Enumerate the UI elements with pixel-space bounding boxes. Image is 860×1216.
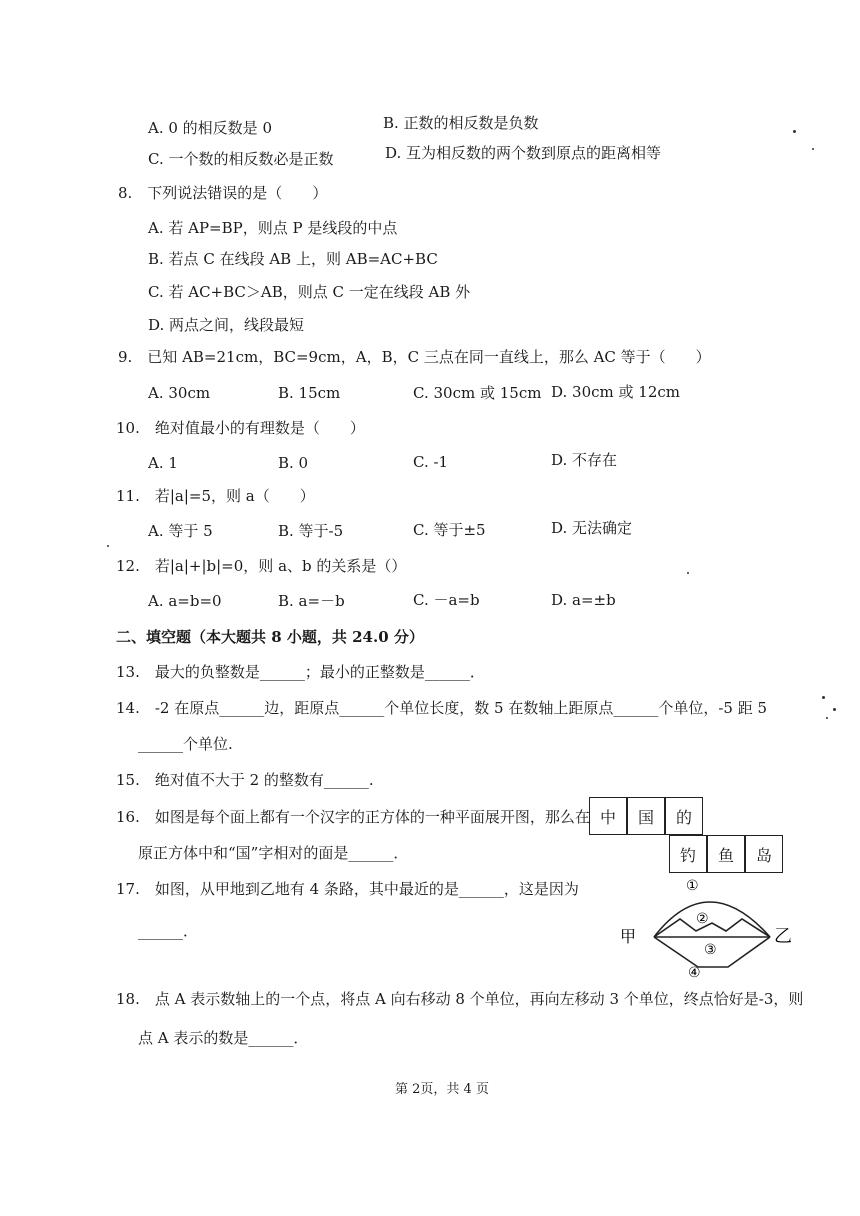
route-label-2: ② [696, 911, 709, 927]
routes-figure [618, 875, 798, 980]
cube-face-2: 国 [627, 797, 665, 835]
q7-option-c: C. 一个数的相反数必是正数 [148, 150, 334, 168]
scan-speck [812, 148, 814, 150]
label-jia: 甲 [620, 927, 637, 946]
cube-net-figure [589, 797, 789, 877]
q11-option-c: C. 等于±5 [413, 521, 486, 539]
q8-option-b: B. 若点 C 在线段 AB 上，则 AB=AC+BC [148, 250, 438, 268]
q11-option-b: B. 等于-5 [278, 522, 344, 540]
q12-option-b: B. a=－b [278, 592, 345, 610]
q17-line1: 17. 如图，从甲地到乙地有 4 条路，其中最近的是______，这是因为 [116, 880, 579, 898]
q14-line2: ______个单位. [138, 735, 233, 753]
cube-face-5: 鱼 [707, 835, 745, 873]
q10-option-d: D. 不存在 [551, 451, 618, 469]
route-label-3: ③ [704, 942, 717, 958]
q12-option-a: A. a=b=0 [148, 592, 222, 610]
cube-face-6: 岛 [745, 835, 783, 873]
q10-option-c: C. -1 [413, 453, 449, 471]
route-2-path [654, 919, 770, 937]
q8-option-c: C. 若 AC+BC＞AB，则点 C 一定在线段 AB 外 [148, 283, 471, 301]
scan-speck [833, 708, 836, 711]
q11-option-d: D. 无法确定 [551, 519, 633, 537]
q9-option-d: D. 30cm 或 12cm [551, 383, 680, 401]
scan-speck [793, 130, 796, 133]
cube-face-3: 的 [665, 797, 703, 835]
q10-option-a: A. 1 [148, 454, 178, 472]
route-label-4: ④ [688, 965, 701, 980]
section-heading-fill-in: 二、填空题（本大题共 8 小题，共 24.0 分） [116, 628, 424, 646]
q7-option-a: A. 0 的相反数是 0 [148, 119, 272, 137]
scan-speck [687, 572, 689, 574]
q15-stem: 15. 绝对值不大于 2 的整数有______. [116, 771, 374, 789]
q17-line2: ______． [138, 922, 199, 940]
q7-option-d: D. 互为相反数的两个数到原点的距离相等 [385, 144, 662, 162]
label-yi: 乙 [774, 926, 792, 947]
q10-stem: 10. 绝对值最小的有理数是（ ） [116, 419, 365, 437]
route-1-arc [654, 902, 770, 937]
route-label-1: ① [686, 878, 699, 894]
q18-line1: 18. 点 A 表示数轴上的一个点，将点 A 向右移动 8 个单位，再向左移动 3 个单位，终点恰好是-3，则 [116, 990, 804, 1008]
q9-stem: 9. 已知 AB=21cm，BC=9cm，A，B，C 三点在同一直线上，那么 AC 等于（ ） [118, 348, 711, 366]
q12-option-d: D. a=±b [551, 591, 616, 609]
q11-option-a: A. 等于 5 [148, 522, 213, 540]
q18-line2: 点 A 表示的数是______． [138, 1029, 309, 1047]
q8-option-a: A. 若 AP=BP，则点 P 是线段的中点 [148, 219, 398, 237]
cube-face-1: 中 [589, 797, 627, 835]
q11-stem: 11. 若|a|=5，则 a（ ） [116, 487, 315, 505]
q16-line1: 16. 如图是每个面上都有一个汉字的正方体的一种平面展开图，那么在 [116, 808, 590, 826]
q12-option-c: C. －a=b [413, 591, 480, 609]
scan-speck [826, 717, 828, 719]
q14-line1: 14. -2 在原点______边，距原点______个单位长度，数 5 在数轴上距原点______个单位，-5 距 5 [116, 699, 768, 717]
cube-face-4: 钓 [669, 835, 707, 873]
q13-stem: 13. 最大的负整数是______；最小的正整数是______． [116, 663, 485, 681]
page-footer: 第 2页，共 4 页 [395, 1082, 489, 1097]
q9-option-b: B. 15cm [278, 384, 341, 402]
q12-stem: 12. 若|a|+|b|=0，则 a、b 的关系是（） [116, 557, 407, 575]
q9-option-c: C. 30cm 或 15cm [413, 384, 542, 402]
q9-option-a: A. 30cm [148, 384, 211, 402]
scan-speck [822, 696, 825, 699]
q7-option-b: B. 正数的相反数是负数 [383, 114, 539, 132]
q8-option-d: D. 两点之间，线段最短 [148, 316, 305, 334]
q8-stem: 8. 下列说法错误的是（ ） [118, 184, 328, 202]
scan-speck [107, 545, 109, 547]
q16-line2: 原正方体中和“国”字相对的面是______． [138, 844, 409, 862]
q10-option-b: B. 0 [278, 454, 309, 472]
